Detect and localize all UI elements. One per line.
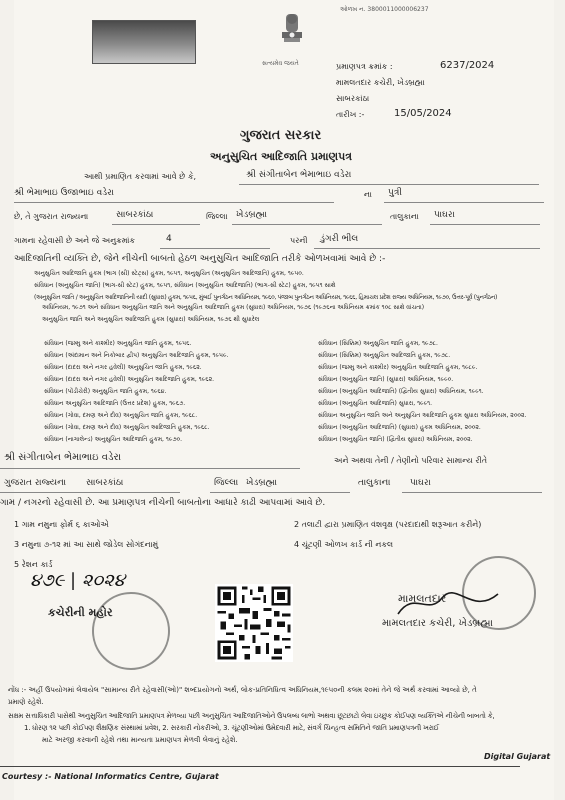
- father-name: શ્રી ભેમાભાઇ ઉજાભાઇ વડેરા: [14, 188, 114, 198]
- order-right: સંવિધાન (સિક્કિમ) અનુસુચિત જાતિ હુકમ, ૧૯૭૮.: [318, 340, 438, 347]
- order-line: સંવિધાન (અનુસુચિત જાતિ) (ભાગ-સી સ્ટેટ) હુકમ, ૧૯૫૧, સંવિધાન (અનુસુચિત આદિજાતિ) (ભાગ-સી સ્ટેટ) હુકમ, ૧૯૫૧ સાથે: [34, 282, 336, 289]
- tribe-label: પરની: [290, 236, 308, 245]
- order-line: અધિનિયમ, ૧૯૭૧ અને સંવિધાન અનુસુચિત જાતિ અને અનુસુચિત આદિજાતિ હુકમ (સુધારા) અધિનિયમ, ૧૯૭૬ (૧૯૭૬ના અધિનિયમ ક્રમાંક ૧૦૮ સાથે વાંચતા): [42, 304, 425, 311]
- order-left: સંવિધાન (ગોવા, દમણ અને દીવ) અનુસુચિત આદિજાતિ હુકમ, ૧૯૬૮.: [44, 424, 210, 431]
- order-left: સંવિધાન (દાદરા અને નગર હવેલી) અનુસુચિત જાતિ હુકમ, ૧૯૬૨.: [44, 364, 202, 371]
- order-right: સંવિધાન (જમ્મુ અને કાશ્મીર) અનુસુચિત આદિજાતિ હુકમ, ૧૯૮૯.: [318, 364, 478, 371]
- intro-text: આથી પ્રમાણિત કરવામાં આવે છે કે,: [84, 172, 197, 181]
- gov-title: ગુજરાત સરકાર: [240, 128, 322, 143]
- issue-date: 15/05/2024: [394, 108, 452, 119]
- note-line: નોંધ :- અહીં ઉપયોગમાં લેવાયેલ "સામાન્ય રીતે રહેવાસી(ઓ)" શબ્દપ્રયોગનો અર્થ, લોક-પ્રતિનિધિત્વ અધિનિયમ,૧૯૫૦ની કલમ ૨૦માં તેને જે અર્થ કરવામાં આવ્યો છે, તે: [8, 686, 477, 694]
- order-right: સંવિધાન અનુસુચિત જાતિ અને અનુસુચિત આદિજાતિ હુકમ સુધારા અધિનિયમ, ૨૦૦૨.: [318, 412, 527, 419]
- district-word: જિલ્લા: [206, 212, 228, 221]
- certificate-title: અનુસુચિત આદિજાતિ પ્રમાણપત્ર: [210, 150, 353, 163]
- basis-item: 2 તલાટી દ્વારા પ્રમાણિત વંશવૃક્ષ (પરદાદાથી શરૂઆત કરીને): [294, 520, 482, 529]
- village: પાઘરા: [434, 210, 455, 220]
- note-line: સક્ષમ સત્તાધિકારી પાસેથી અનુસુચિત આદિજાતિ પ્રમાણપત્ર મેળવ્યા પછી અનુસુચિત આદિજાતિઓને ઉપલબ્ધ લાભો અથવા છૂટછાટો લેવા ઇચ્છુક કોઈપણ વ્યક્તિએ નીચેની બાબતો કે,: [8, 712, 495, 720]
- note-line: 1. ધોરણ ૧૨ પછી કોઈપણ શૈક્ષણિક સંસ્થામાં પ્રવેશ, 2. સરકારી નોકરીઓ, 3. ચૂંટણીઓમાં ઉમેદવારી માટે, સંવર્ગ ચિન્હત્વ સમિતિને જાતિ પ્રમાણપત્રની ખરાઈ: [24, 724, 439, 732]
- district-header: સાબરકાંઠા: [336, 94, 370, 103]
- cert-no: 6237/2024: [440, 60, 495, 71]
- relation: પુત્રી: [388, 188, 402, 198]
- taluka-word: તાલુકાના: [390, 212, 419, 221]
- state-text-2: ગુજરાત રાજ્યના: [4, 478, 67, 488]
- serial-no: 4: [166, 234, 172, 244]
- order-left: સંવિધાન (નાગાલેન્ડ) અનુસુચિત આદિજાતિ હુકમ, ૧૯૭૦.: [44, 436, 183, 443]
- basis-item: 1 ગામ નમુના ફોર્મ ૬ કાઓએ: [14, 520, 109, 529]
- district-repeat: સાબરકાંઠા: [86, 478, 124, 488]
- digital-gujarat-label: Digital Gujarat: [484, 752, 551, 761]
- barcode-text: ઓળખ ન. 3800011000006237: [340, 6, 429, 13]
- taluka-repeat: ખેડબ્રહ્મા: [246, 478, 277, 488]
- basis-item: 3 નમુના ૭-૧૨ માં આ સાથે જોડેલ સોગંદનામું: [14, 540, 159, 549]
- order-left: સંવિધાન (જમ્મુ અને કાશ્મીર) અનુસુચિત જાતિ હુકમ, ૧૯૫૬.: [44, 340, 192, 347]
- order-right: સંવિધાન (સિક્કિમ) અનુસુચિત આદિજાતિ હુકમ, ૧૯૭૮.: [318, 352, 451, 359]
- courtesy-text: Courtesy :- National Informatics Centre, Gujarat: [2, 772, 219, 781]
- order-right: સંવિધાન (અનુસુચિત જાતિ) (દ્વિતીય સુધારા) અધિનિયમ, ૨૦૦૨.: [318, 436, 473, 443]
- village-line: ગામ / નગરનો રહેવાસી છે. આ પ્રમાણપત્ર નીચેની બાબતોના આધારે કાઢી આપવામાં આવે છે.: [0, 498, 326, 508]
- officer-title: મામલતદાર: [398, 592, 447, 605]
- order-line: અનુસુચિત આદિજાતિ હુકમ (ભાગ (સી) સ્ટેટ્સ) હુકમ, ૧૯૫૧, અનુસુચિત (અનુસુચિત આદિજાતિ) હુકમ, ૧૯૫૦.: [34, 270, 304, 277]
- order-right: સંવિધાન (અનુસુચિત આદિજાતિ) (દ્વિતીય સુધારા) અધિનિયમ, ૧૯૯૧.: [318, 388, 484, 395]
- district: સાબરકાંઠા: [116, 210, 154, 220]
- office-seal-stamp: [92, 592, 170, 670]
- signature-icon: [394, 586, 504, 622]
- order-left: સંવિધાન (ગોવા, દમણ અને દીવ) અનુસુચિત જાતિ હુકમ, ૧૯૬૮.: [44, 412, 198, 419]
- officer-office: મામલતદાર કચેરી, ખેડબ્રહ્મા: [382, 618, 493, 629]
- tribe-line: આદિજાતિની વ્યક્તિ છે, જેને નીચેની બાબતો હેઠળ અનુસુચિત આદિજાતિ તરીકે ઓળખવામાં આવે છે :-: [14, 254, 386, 264]
- note-line: પ્રમાણે રહેશે.: [8, 698, 44, 706]
- emblem-caption: સત્યમેવ જયતે: [262, 60, 299, 67]
- date-label: તારીખ :-: [336, 110, 365, 119]
- ashoka-emblem-icon: [273, 10, 311, 58]
- handwritten-number: ૪૭૯ | ૨૦૨૪: [30, 570, 125, 591]
- taluka-word-2: તાલુકાના: [358, 478, 391, 488]
- basis-item: 4 ચૂંટણી ઓળખ કાર્ડ ની નકલ: [294, 540, 394, 549]
- order-line: અનુસુચિત જાતિ અને અનુસુચિત આદિજાતિ હુકમ (સુધારા) અધિનિયમ, ૧૯૭૬ થી સુધારેલ: [42, 316, 260, 323]
- village-repeat: પાઘરા: [410, 478, 431, 488]
- qr-code-icon: [215, 584, 293, 662]
- holder-name-repeat: શ્રી સંગીતાબેન ભેમાભાઇ વડેરા: [4, 452, 122, 463]
- order-right: સંવિધાન (અનુસુચિત આદિજાતિ) સુધારા, ૧૯૯૧.: [318, 400, 432, 407]
- order-left: સંવિધાન (દાદરા અને નગર હવેલી) અનુસુચિત આદિજાતિ હુકમ, ૧૯૬૨.: [44, 376, 215, 383]
- order-right: સંવિધાન (અનુસુચિત જાતિ) (સુધારા) અધિનિયમ, ૧૯૯૦.: [318, 376, 454, 383]
- order-left: સંવિધાન (પોંડીચેરી) અનુસુચિત જાતિ હુકમ, ૧૯૬૪.: [44, 388, 167, 395]
- basis-item: 5 રેશન કાર્ડ: [14, 560, 53, 569]
- order-left: સંવિધાન (અંદામાન અને નિકોબાર દ્વીપ) અનુસુચિત આદિજાતિ હુકમ, ૧૯૫૯.: [44, 352, 229, 359]
- taluka-name: ખેડબ્રહ્મા: [236, 210, 267, 220]
- relation-label: ના: [364, 190, 372, 199]
- resident-text: ગામના રહેવાસી છે અને જે અનુક્રમાંક: [14, 236, 136, 245]
- state-text: છે, તે ગુજરાત રાજ્યના: [14, 212, 89, 221]
- tribe-name: ડુંગરી ભીલ: [320, 234, 359, 244]
- applicant-photo: [92, 20, 196, 64]
- district-word-2: જિલ્લા: [214, 478, 239, 488]
- order-left: સંવિધાન અનુસુચિત આદિજાતિ (ઉત્તર પ્રદેશ) હુકમ, ૧૯૬૭.: [44, 400, 186, 407]
- family-text: અને અથવા તેની / તેણીનો પરિવાર સામાન્ય રીતે: [334, 456, 488, 465]
- note-line: માટે અરજી કરવાની રહેશે તથા માન્યતા પ્રમાણપત્ર મેળવી લેવાનું રહેશે.: [42, 736, 238, 744]
- order-line: (અનુસુચિત જાતિ / અનુસુચિત આદિજાતિની યાદી (સુધારા) હુકમ, ૧૯૫૬, મુંબઈ પુનર્ગઠન અધિનિયમ, ૧૯૬૦, પંજાબ પુનર્ગઠન અધિનિયમ, ૧૯૬૬, હિમાચલ પ્રદેશ રાજ્ય અધિનિયમ, ૧૯૭૦, ઉત્તર-પૂર્વ (પુનર્ગઠન): [34, 294, 498, 301]
- office-header: મામલતદાર કચેરી, ખેડબ્રહ્મા: [336, 78, 425, 87]
- office-seal-label: કચેરીની મહોર: [48, 606, 113, 619]
- holder-name: શ્રી સંગીતાબેન ભેમાભાઇ વડેરા: [246, 170, 352, 180]
- order-right: સંવિધાન (અનુસુચિત આદિજાતિ) (સુધારા) હુકમ અધિનિયમ, ૨૦૦૨.: [318, 424, 481, 431]
- cert-no-label: પ્રમાણપત્ર ક્રમાંક :: [336, 62, 393, 71]
